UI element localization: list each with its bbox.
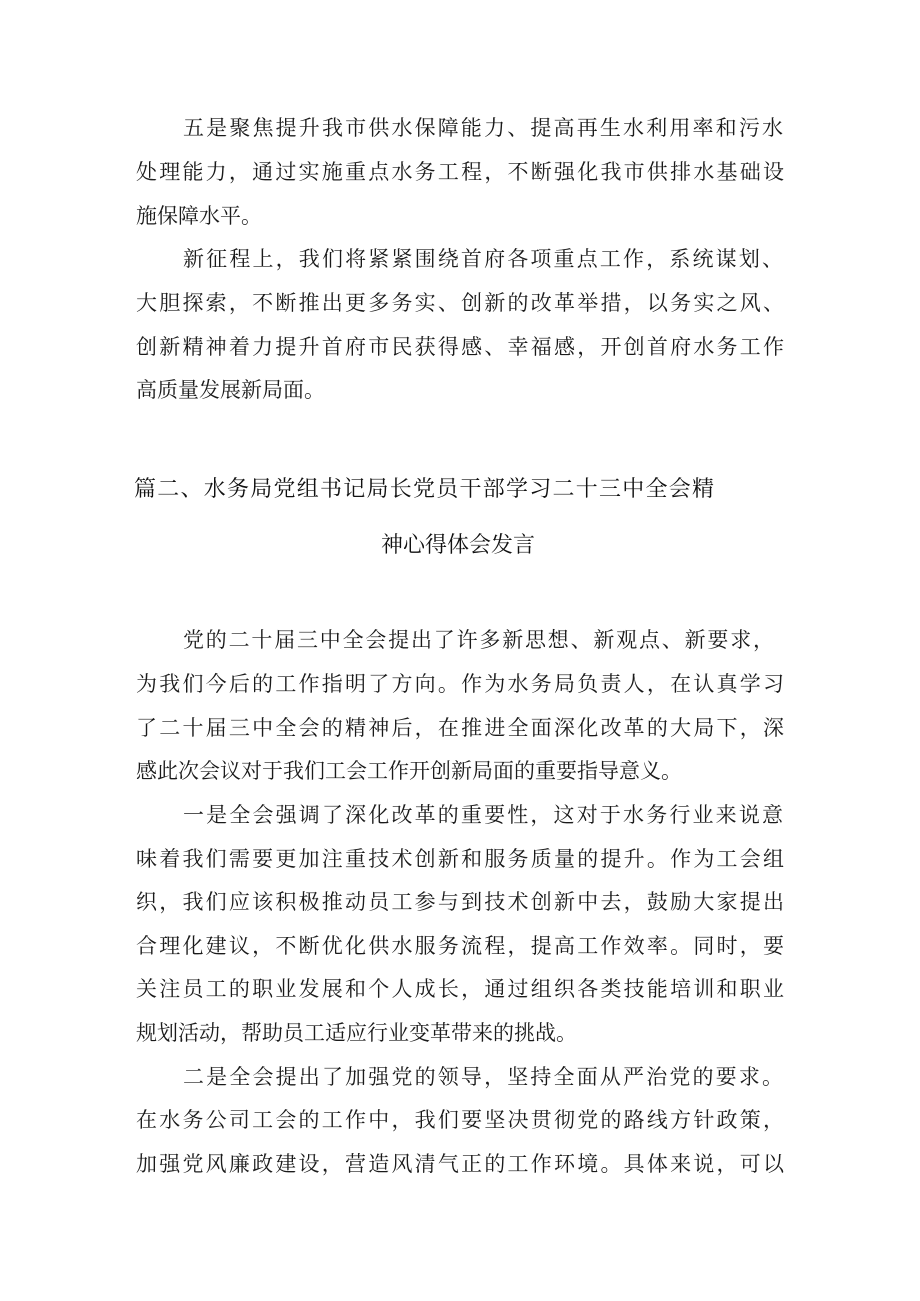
text-line: 创新精神着力提升首府市民获得感、幸福感，开创首府水务工作 [136, 335, 787, 359]
text-line: 规划活动，帮助员工适应行业变革带来的挑战。 [136, 1021, 577, 1045]
section-title-line-1: 篇二、水务局党组书记局长党员干部学习二十三中全会精 [134, 477, 716, 502]
text-line: 感此次会议对于我们工会工作开创新局面的重要指导意义。 [136, 759, 682, 783]
text-line: 关注员工的职业发展和个人成长，通过组织各类技能培训和职业 [136, 977, 787, 1001]
text-line: 党的二十届三中全会提出了许多新思想、新观点、新要求， [183, 628, 776, 652]
text-line: 为我们今后的工作指明了方向。作为水务局负责人，在认真学习 [136, 672, 787, 696]
text-line: 五是聚焦提升我市供水保障能力、提高再生水利用率和污水 [183, 116, 786, 140]
text-line: 合理化建议，不断优化供水服务流程，提高工作效率。同时，要 [136, 934, 787, 958]
text-line: 施保障水平。 [136, 204, 262, 228]
text-line: 处理能力，通过实施重点水务工程，不断强化我市供排水基础设 [136, 160, 787, 184]
text-line: 新征程上，我们将紧紧围绕首府各项重点工作，系统谋划、 [183, 247, 786, 271]
text-line: 在水务公司工会的工作中，我们要坚决贯彻党的路线方针政策， [136, 1108, 787, 1132]
text-line: 了二十届三中全会的精神后，在推进全面深化改革的大局下，深 [136, 716, 787, 740]
section-title-line-2: 神心得体会发言 [381, 533, 536, 558]
text-line: 高质量发展新局面。 [136, 378, 325, 402]
text-line: 一是全会强调了深化改革的重要性，这对于水务行业来说意 [183, 803, 786, 827]
text-line: 二是全会提出了加强党的领导，坚持全面从严治党的要求。 [183, 1065, 786, 1089]
text-line: 大胆探索，不断推出更多务实、创新的改革举措，以务实之风、 [136, 291, 787, 315]
text-line: 味着我们需要更加注重技术创新和服务质量的提升。作为工会组 [136, 847, 787, 871]
text-line: 加强党风廉政建设，营造风清气正的工作环境。具体来说，可以 [136, 1152, 787, 1176]
text-line: 织，我们应该积极推动员工参与到技术创新中去，鼓励大家提出 [136, 890, 787, 914]
